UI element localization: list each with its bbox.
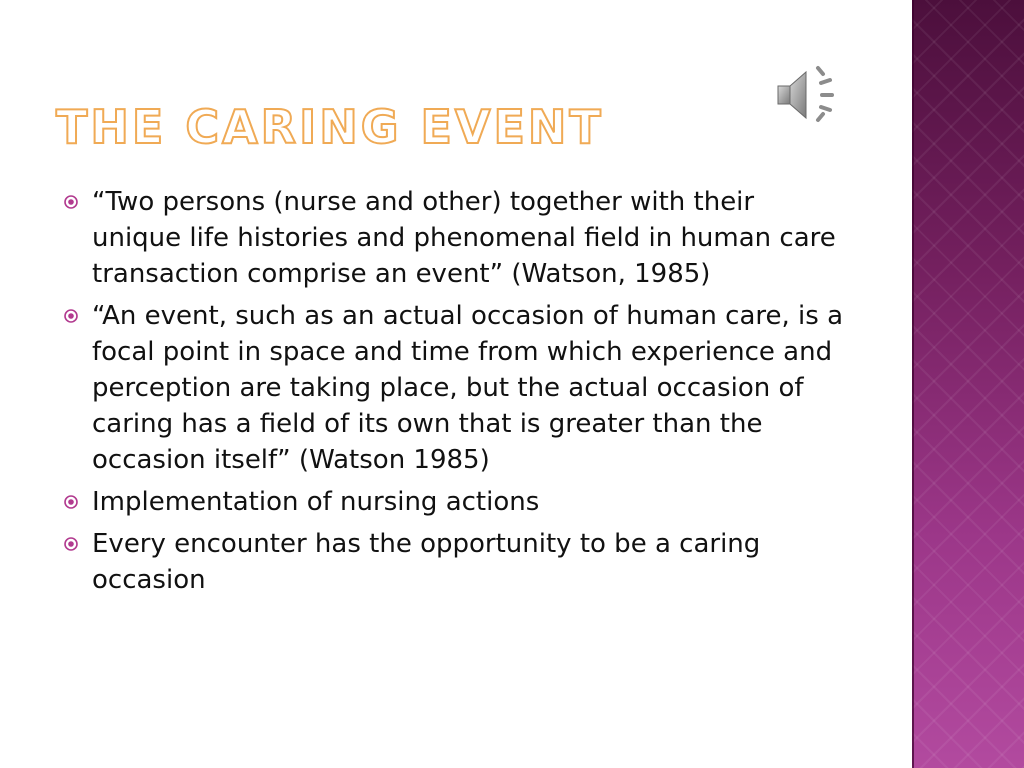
decorative-side-band — [912, 0, 1024, 768]
circled-dot-icon — [64, 537, 78, 551]
bullet-item — [60, 526, 850, 598]
slide-title: THE CARING EVENT — [56, 100, 604, 154]
bullet-item — [60, 298, 850, 478]
bullet-text: “Two persons (nurse and other) together with their unique life histories and phenomenal field in human care transaction comprise an event” (Watson, 1985) — [92, 187, 836, 289]
bullet-item — [60, 484, 850, 520]
circled-dot-icon — [64, 495, 78, 509]
speaker-icon[interactable] — [772, 62, 844, 126]
bullet-item — [60, 184, 850, 292]
bullet-text: Every encounter has the opportunity to be a caring occasion — [92, 529, 761, 595]
circled-dot-icon — [64, 195, 78, 209]
bullet-text: Implementation of nursing actions — [92, 487, 540, 517]
circled-dot-icon — [64, 309, 78, 323]
speaker-icon-graphic — [772, 62, 844, 126]
bullet-text: “An event, such as an actual occasion of human care, is a focal point in space and time from which experience and perception are taking place, but the actual occasion of caring has a field of its own that is greater than the occasion itself” (Watson 1985) — [92, 301, 844, 475]
bullet-list — [60, 184, 850, 604]
